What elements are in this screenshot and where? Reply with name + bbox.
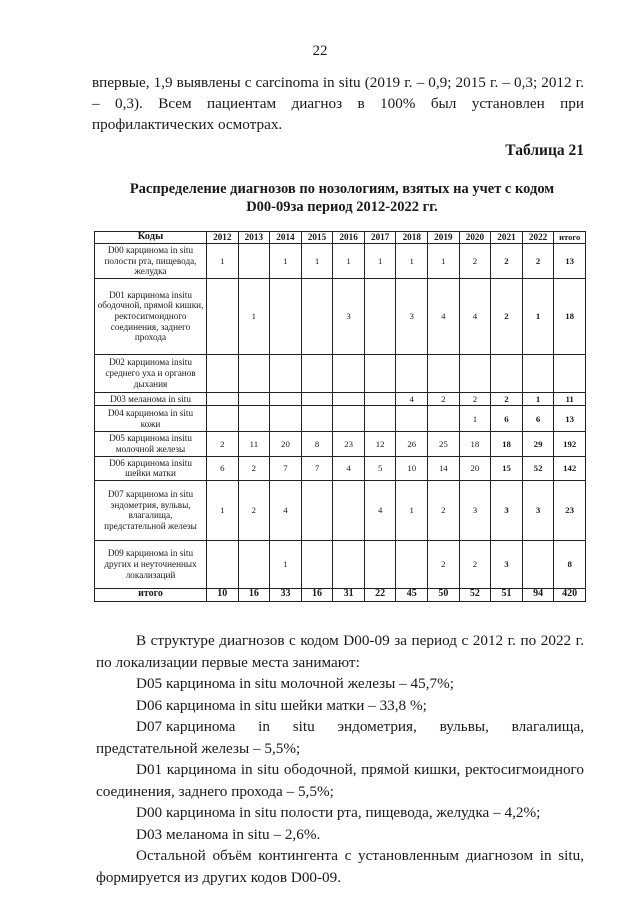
cell-value: 10	[396, 456, 428, 480]
cell-value	[396, 540, 428, 588]
cell-value: 3	[396, 278, 428, 354]
header-year: 2013	[238, 232, 270, 244]
cell-value	[364, 406, 396, 432]
cell-value	[301, 354, 333, 392]
total-label: итого	[95, 588, 207, 601]
cell-value: 52	[522, 456, 554, 480]
cell-value: 5	[364, 456, 396, 480]
cell-value: 2	[207, 432, 239, 456]
header-year: 2019	[428, 232, 460, 244]
cell-value	[428, 354, 460, 392]
cell-value	[333, 540, 365, 588]
table-header-row	[95, 232, 586, 244]
cell-value	[207, 406, 239, 432]
row-code: D09 карцинома in situ других и неуточненных локализаций	[95, 540, 207, 588]
cell-value	[301, 540, 333, 588]
intro-text: впервые, 1,9 выявлены с carcinoma in situ (2019 г. – 0,9; 2015 г. – 0,3; 2012 г. – 0,3). Всем пациентам диагноз в 100% был установлен при профилактических осмотрах.	[92, 74, 584, 133]
cell-value	[270, 354, 302, 392]
cell-value: 1	[459, 406, 491, 432]
cell-value	[364, 354, 396, 392]
cell-value: 3	[491, 540, 523, 588]
header-codes: Коды	[95, 232, 207, 244]
table-row	[95, 540, 586, 588]
cell-value	[238, 406, 270, 432]
total-value: 31	[333, 588, 365, 601]
cell-value: 7	[301, 456, 333, 480]
cell-value: 11	[238, 432, 270, 456]
cell-value	[333, 354, 365, 392]
cell-value	[238, 540, 270, 588]
total-value: 10	[207, 588, 239, 601]
cell-value: 1	[333, 244, 365, 279]
header-total: итого	[554, 232, 586, 244]
table-label: Таблица 21	[505, 142, 584, 159]
cell-total: 13	[554, 406, 586, 432]
header-year: 2014	[270, 232, 302, 244]
row-code: D05 карцинома insitu молочной железы	[95, 432, 207, 456]
cell-value: 1	[396, 480, 428, 540]
conclusion-item: D00 карцинома in situ полости рта, пищевода, желудка – 4,2%;	[136, 804, 541, 821]
header-year: 2012	[207, 232, 239, 244]
cell-value: 26	[396, 432, 428, 456]
cell-value	[364, 392, 396, 406]
cell-value: 1	[522, 392, 554, 406]
cell-value: 2	[428, 392, 460, 406]
table-total-row	[95, 588, 586, 601]
conclusion-item: D07 карцинома in situ эндометрия, вульвы, влагалища, предстательной железы – 5,5%;	[96, 718, 588, 757]
cell-value: 3	[522, 480, 554, 540]
cell-value: 1	[238, 278, 270, 354]
cell-total: 13	[554, 244, 586, 279]
cell-value	[333, 480, 365, 540]
cell-value	[333, 392, 365, 406]
table-row	[95, 406, 586, 432]
table-row	[95, 392, 586, 406]
total-value: 45	[396, 588, 428, 601]
cell-value: 6	[207, 456, 239, 480]
cell-value: 2	[459, 392, 491, 406]
header-year: 2020	[459, 232, 491, 244]
cell-total: 18	[554, 278, 586, 354]
table-row	[95, 456, 586, 480]
header-year: 2015	[301, 232, 333, 244]
total-value: 94	[522, 588, 554, 601]
cell-value	[459, 354, 491, 392]
grand-total: 420	[554, 588, 586, 601]
cell-value: 4	[364, 480, 396, 540]
cell-value	[364, 278, 396, 354]
table-title-line2: D00-09за период 2012-2022 гг.	[246, 199, 438, 215]
cell-value: 1	[301, 244, 333, 279]
cell-value: 1	[270, 244, 302, 279]
total-value: 51	[491, 588, 523, 601]
row-code: D04 карцинома in situ кожи	[95, 406, 207, 432]
cell-value: 1	[428, 244, 460, 279]
cell-value: 6	[491, 406, 523, 432]
cell-value: 3	[491, 480, 523, 540]
cell-value: 2	[491, 278, 523, 354]
cell-value: 15	[491, 456, 523, 480]
cell-value	[207, 354, 239, 392]
cell-total	[554, 354, 586, 392]
cell-total: 142	[554, 456, 586, 480]
cell-value: 1	[270, 540, 302, 588]
total-value: 22	[364, 588, 396, 601]
cell-value: 7	[270, 456, 302, 480]
total-value: 16	[301, 588, 333, 601]
cell-value: 20	[459, 456, 491, 480]
cell-value	[238, 392, 270, 406]
table-row	[95, 480, 586, 540]
cell-value: 25	[428, 432, 460, 456]
table-row	[95, 244, 586, 279]
cell-value: 1	[522, 278, 554, 354]
conclusion-item: D05 карцинома in situ молочной железы – 45,7%;	[136, 675, 454, 692]
conclusion-item: D01 карцинома in situ ободочной, прямой кишки, ректосигмоидного соединения, заднего прохода – 5,5%;	[96, 761, 584, 800]
cell-value: 2	[428, 480, 460, 540]
cell-value: 23	[333, 432, 365, 456]
intro-paragraph	[92, 72, 584, 135]
conclusion-final: Остальной объём контингента с установленным диагнозом in situ, формируется из других кодов D00-09.	[96, 847, 584, 886]
cell-value: 1	[396, 244, 428, 279]
row-code: D01 карцинома insitu ободочной, прямой кишки, ректосигмоидного соединения, заднего прохода	[95, 278, 207, 354]
row-code: D03 меланома in situ	[95, 392, 207, 406]
cell-value	[522, 540, 554, 588]
header-year: 2018	[396, 232, 428, 244]
cell-value	[207, 278, 239, 354]
header-year: 2016	[333, 232, 365, 244]
cell-value	[364, 540, 396, 588]
page-number: 22	[312, 43, 328, 59]
cell-value	[301, 278, 333, 354]
table-row	[95, 278, 586, 354]
cell-value: 8	[301, 432, 333, 456]
cell-value: 29	[522, 432, 554, 456]
cell-value	[207, 392, 239, 406]
total-value: 50	[428, 588, 460, 601]
cell-value: 3	[333, 278, 365, 354]
cell-value: 2	[459, 540, 491, 588]
cell-value	[301, 406, 333, 432]
diagnosis-table	[94, 231, 586, 602]
cell-value	[238, 244, 270, 279]
cell-value	[207, 540, 239, 588]
cell-value: 18	[459, 432, 491, 456]
cell-value: 4	[396, 392, 428, 406]
cell-value: 4	[459, 278, 491, 354]
cell-value	[301, 480, 333, 540]
cell-value: 2	[522, 244, 554, 279]
total-value: 52	[459, 588, 491, 601]
row-code: D06 карцинома insitu шейки матки	[95, 456, 207, 480]
cell-total: 8	[554, 540, 586, 588]
row-code: D07 карцинома in situ эндометрия, вульвы, влагалища, предстательной железы	[95, 480, 207, 540]
cell-value	[428, 406, 460, 432]
cell-value	[522, 354, 554, 392]
cell-value	[491, 354, 523, 392]
table-row	[95, 432, 586, 456]
cell-value: 1	[207, 244, 239, 279]
cell-value: 2	[491, 244, 523, 279]
cell-total: 192	[554, 432, 586, 456]
cell-value	[270, 278, 302, 354]
conclusion-item: D03 меланома in situ – 2,6%.	[136, 825, 321, 843]
cell-value: 6	[522, 406, 554, 432]
total-value: 16	[238, 588, 270, 601]
cell-total: 11	[554, 392, 586, 406]
cell-value: 12	[364, 432, 396, 456]
cell-value: 20	[270, 432, 302, 456]
cell-value	[238, 354, 270, 392]
cell-value: 1	[364, 244, 396, 279]
table-title-line1: Распределение диагнозов по нозологиям, взятых на учет с кодом	[129, 181, 555, 197]
cell-value	[270, 392, 302, 406]
cell-value	[333, 406, 365, 432]
cell-value: 18	[491, 432, 523, 456]
header-year: 2022	[522, 232, 554, 244]
row-code: D00 карцинома in situ полости рта, пищевода, желудка	[95, 244, 207, 279]
cell-total: 23	[554, 480, 586, 540]
header-year: 2021	[491, 232, 523, 244]
total-value: 33	[270, 588, 302, 601]
table-title	[92, 180, 592, 216]
cell-value	[270, 406, 302, 432]
conclusion-item: D06 карцинома in situ шейки матки – 33,8 %;	[136, 696, 427, 714]
cell-value: 3	[459, 480, 491, 540]
cell-value: 2	[238, 456, 270, 480]
cell-value: 2	[459, 244, 491, 279]
cell-value	[301, 392, 333, 406]
table-row	[95, 354, 586, 392]
conclusion-section	[96, 630, 588, 888]
header-year: 2017	[364, 232, 396, 244]
cell-value: 1	[207, 480, 239, 540]
cell-value: 4	[270, 480, 302, 540]
cell-value: 4	[428, 278, 460, 354]
cell-value: 14	[428, 456, 460, 480]
cell-value: 2	[491, 392, 523, 406]
cell-value: 2	[238, 480, 270, 540]
conclusion-intro: В структуре диагнозов с кодом D00-09 за период с 2012 г. по 2022 г. по локализации первые места занимают:	[96, 632, 584, 671]
cell-value: 2	[428, 540, 460, 588]
cell-value	[396, 354, 428, 392]
cell-value	[396, 406, 428, 432]
row-code: D02 карцинома insitu среднего уха и органов дыхания	[95, 354, 207, 392]
cell-value: 4	[333, 456, 365, 480]
